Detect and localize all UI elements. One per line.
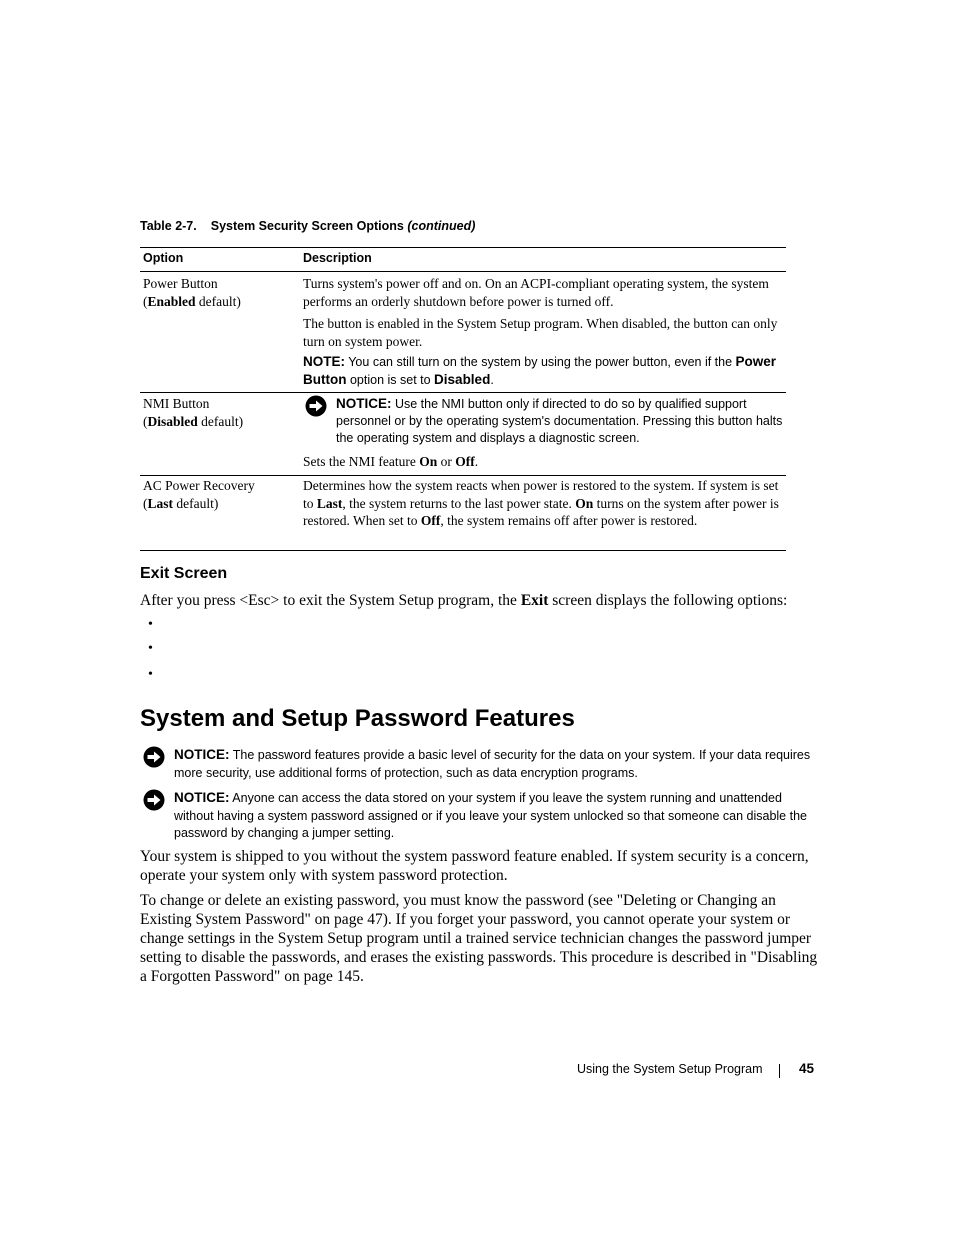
table-row-option: AC Power Recovery (Last default) <box>143 478 255 511</box>
notice-block: NOTICE: Anyone can access the data stored on your system if you leave the system running and unattended without having a system password assigned or if you leave your system unlocked so that someone can disable the password by changing a jumper setting. <box>174 790 807 840</box>
notice-label: NOTICE: <box>336 396 392 411</box>
notice-icon <box>143 789 165 811</box>
option-default-value: Enabled <box>147 293 196 309</box>
body-paragraph: Your system is shipped to you without the system password feature enabled. If system security is a concern, operate your system only with system password protection. <box>140 848 809 884</box>
table-row-divider <box>140 392 786 393</box>
table-header-rule <box>140 271 786 272</box>
table-row-description: Turns system's power off and on. On an ACPI-compliant operating system, the system performs an orderly shutdown before power is turned off. <box>303 276 769 309</box>
table-row-option: NMI Button (Disabled default) <box>143 396 244 429</box>
column-header-option: Option <box>143 251 184 265</box>
option-name: Power Button <box>143 276 218 291</box>
notice-label: NOTICE: <box>174 747 230 762</box>
option-name: AC Power Recovery <box>143 478 255 493</box>
table-row-description: The button is enabled in the System Setup program. When disabled, the button can only turn on system power. <box>303 316 778 349</box>
notice-label: NOTICE: <box>174 790 230 805</box>
table-note: NOTE: You can still turn on the system by using the power button, even if the Power Button option is set to Disabled. <box>303 354 777 387</box>
page-title: System and Setup Password Features <box>140 705 575 732</box>
page-number: 45 <box>799 1061 815 1076</box>
footer-title: Using the System Setup Program <box>577 1062 763 1076</box>
table-notice: NOTICE: Use the NMI button only if directed to do so by qualified support personnel or by the operating system's documentation. Pressing this button halts the operating system and displays a diagnostic screen. <box>336 396 783 445</box>
table-row-description: Determines how the system reacts when power is restored to the system. If system is set to Last, the system returns to the last power state. On turns on the system after power is restored. When set to Off, the system remains off after power is restored. <box>303 478 779 528</box>
notice-icon <box>305 395 327 417</box>
exit-screen-intro: After you press <Esc> to exit the System Setup program, the Exit screen displays the following options: <box>140 592 788 609</box>
table-caption <box>140 219 475 233</box>
option-name: NMI Button <box>143 396 210 411</box>
list-item: • <box>148 667 153 682</box>
column-header-description: Description <box>303 251 372 265</box>
table-row-description: Sets the NMI feature On or Off. <box>303 454 479 469</box>
list-item: • <box>148 641 153 656</box>
note-label: NOTE: <box>303 354 345 369</box>
table-top-rule <box>140 247 786 248</box>
table-row-divider <box>140 475 786 476</box>
table-bottom-rule <box>140 550 786 551</box>
list-item: • <box>148 617 153 632</box>
table-caption-suffix: (continued) <box>407 219 476 233</box>
footer-separator <box>779 1064 780 1078</box>
notice-icon <box>143 746 165 768</box>
option-default-value: Last <box>147 495 174 511</box>
table-caption-label: Table 2-7. <box>140 219 197 233</box>
body-paragraph: To change or delete an existing password, you must know the password (see "Deleting or Changing an Existing System Password" on page 47). If you forget your password, you cannot operate your system or change settings in the System Setup program until a trained service technician changes the password jumper setting to disable the passwords, and erases the existing passwords. This procedure is described in "Disabling a Forgotten Password" on page 145. <box>140 892 818 985</box>
table-row-option: Power Button (Enabled default) <box>143 276 241 309</box>
option-default-value: Disabled <box>147 413 198 429</box>
table-caption-title: System Security Screen Options <box>210 219 404 233</box>
section-heading-exit-screen: Exit Screen <box>140 565 228 582</box>
notice-block: NOTICE: The password features provide a basic level of security for the data on your system. If your data requires more security, use additional forms of protection, such as data encryption programs. <box>174 747 811 780</box>
